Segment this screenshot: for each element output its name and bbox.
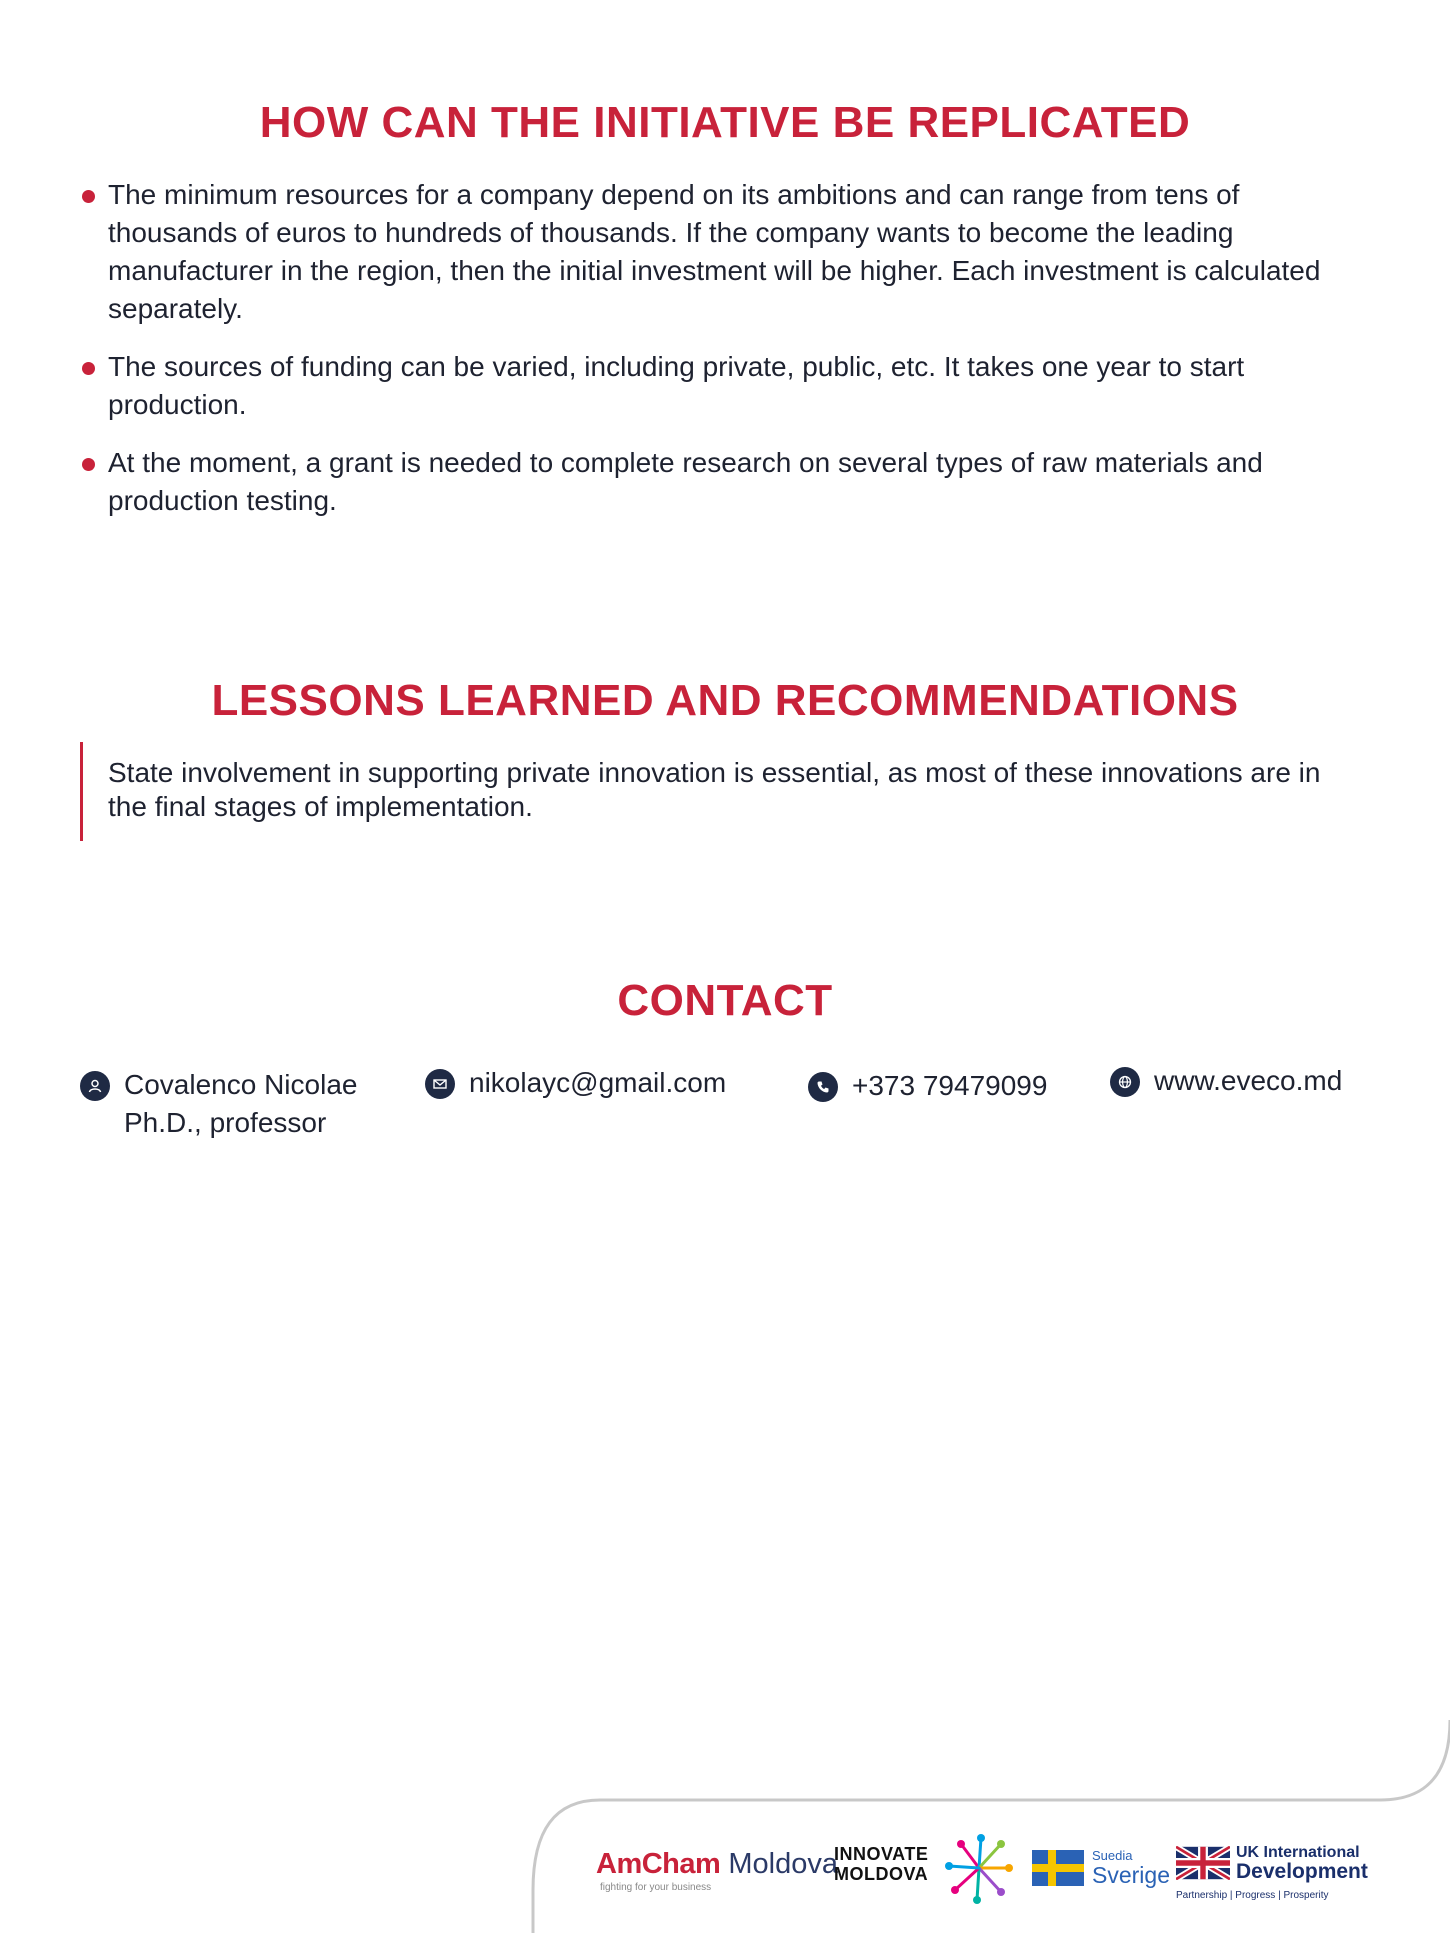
contact-phone[interactable]	[808, 1067, 1047, 1105]
bullet-dot-icon	[82, 190, 95, 203]
contact-phone-text[interactable]: +373 79479099	[852, 1070, 1048, 1101]
sweden-flag-icon	[1032, 1850, 1084, 1886]
lessons-quote: State involvement in supporting private innovation is essential, as most of these innovations are in the final stages of implementation.	[80, 742, 1360, 841]
bullet-text: The minimum resources for a company depend on its ambitions and can range from tens of thousands of euros to hundreds of thousands. If the company wants to become the leading manufacturer in the region, then the initial investment will be higher. Each investment is calculated separately.	[108, 179, 1321, 324]
innovate-moldova-logo: INNOVATE MOLDOVA	[834, 1844, 929, 1884]
replicate-heading: HOW CAN THE INITIATIVE BE REPLICATED	[259, 98, 1191, 147]
person-icon	[80, 1071, 110, 1101]
contact-heading: CONTACT	[617, 976, 833, 1025]
lessons-heading: LESSONS LEARNED AND RECOMMENDATIONS	[211, 676, 1239, 725]
bullet-item	[80, 444, 1360, 520]
phone-icon	[808, 1072, 838, 1102]
sweden-logo: Suedia Sverige	[1032, 1850, 1182, 1894]
contact-role: Ph.D., professor	[124, 1107, 327, 1138]
contact-website-text[interactable]: www.eveco.md	[1154, 1065, 1343, 1096]
bullet-item	[80, 348, 1360, 424]
contact-email[interactable]	[425, 1064, 726, 1102]
innovate-network-icon	[941, 1830, 1017, 1906]
contact-email-text[interactable]: nikolayc@gmail.com	[469, 1067, 727, 1098]
amcham-logo: AmCham Moldova fighting for your business	[596, 1848, 838, 1893]
contact-website[interactable]	[1110, 1062, 1342, 1100]
contact-person	[80, 1066, 357, 1142]
contact-name: Covalenco Nicolae	[124, 1069, 358, 1100]
replicate-bullet-list	[80, 176, 1360, 540]
bullet-dot-icon	[82, 458, 95, 471]
uk-flag-icon	[1176, 1846, 1230, 1880]
bullet-dot-icon	[82, 362, 95, 375]
bullet-text: The sources of funding can be varied, including private, public, etc. It takes one year to start production.	[108, 351, 1245, 420]
bullet-text: At the moment, a grant is needed to complete research on several types of raw materials and production testing.	[108, 447, 1263, 516]
globe-icon	[1110, 1067, 1140, 1097]
bullet-item	[80, 176, 1360, 328]
mail-icon	[425, 1069, 455, 1099]
